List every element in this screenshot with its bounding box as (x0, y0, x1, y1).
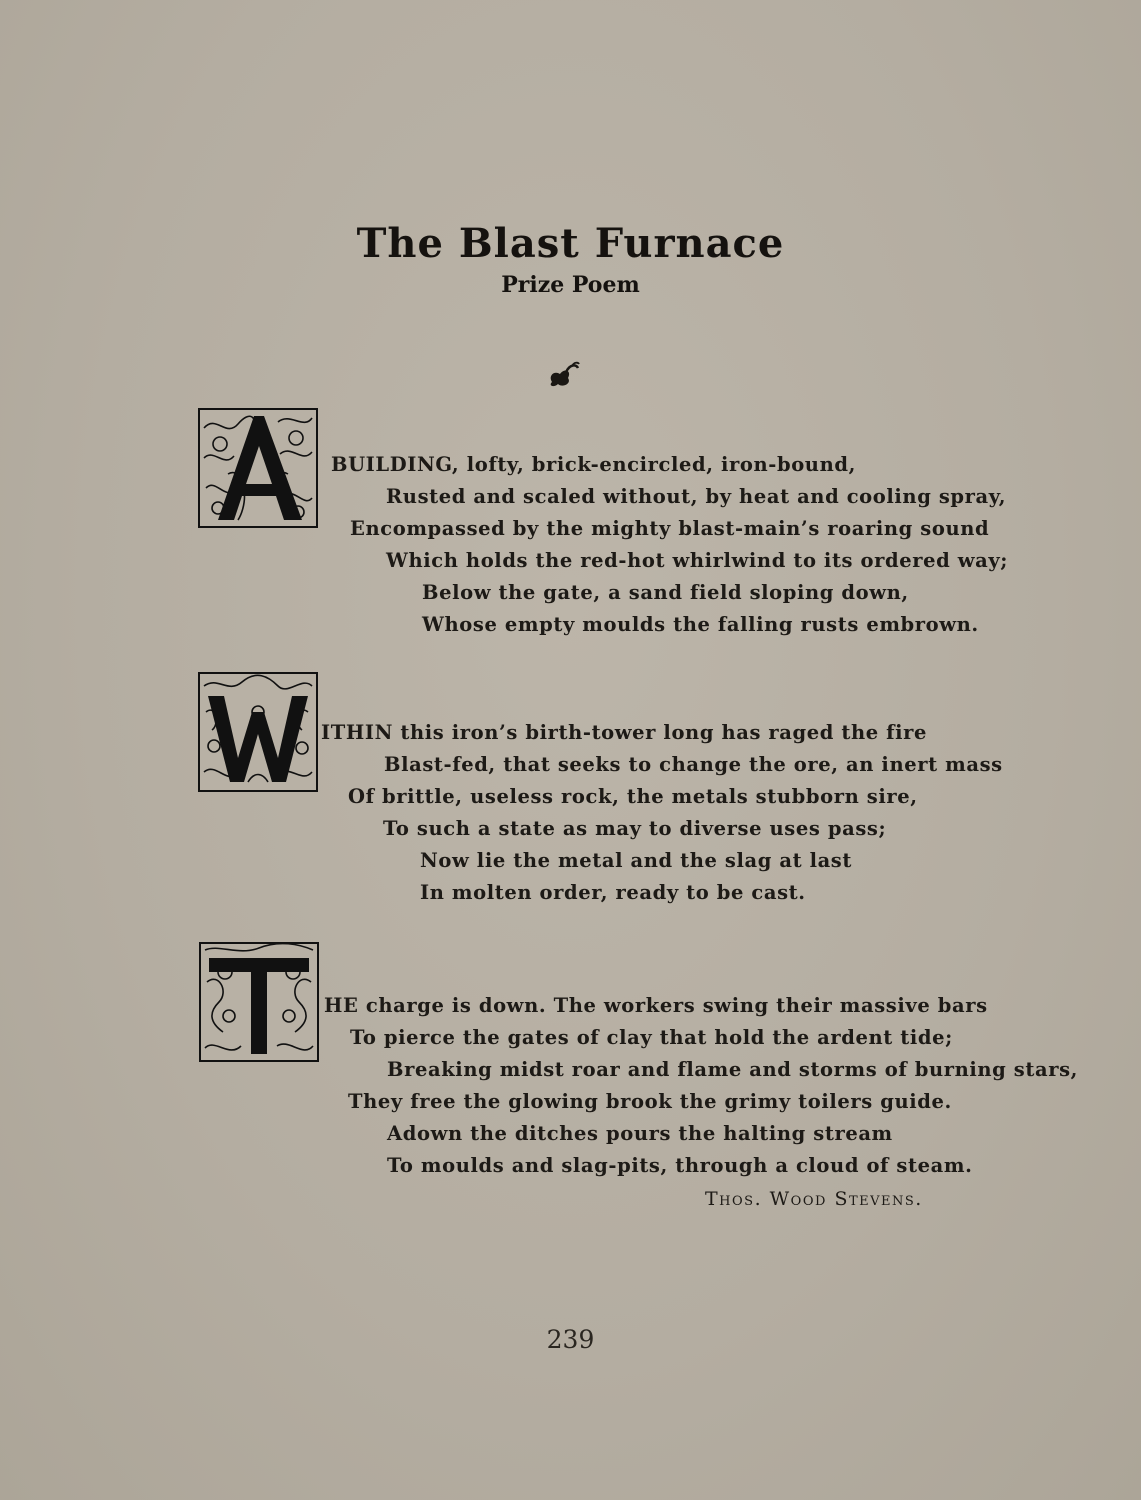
poem-line: Blast-fed, that seeks to change the ore, an inert mass (384, 753, 1003, 776)
poem-line: To pierce the gates of clay that hold the ardent tide; (350, 1026, 953, 1049)
poem-line: In molten order, ready to be cast. (420, 881, 806, 904)
poem-line: To moulds and slag-pits, through a cloud of steam. (387, 1154, 973, 1177)
poem-line: Which holds the red-hot whirlwind to its ordered way; (386, 549, 1009, 572)
poem-line: ITHIN this iron’s birth-tower long has raged the fire (321, 721, 928, 744)
drop-cap-t-icon (199, 942, 319, 1062)
poem-line: Of brittle, useless rock, the metals stubborn sire, (348, 785, 918, 808)
poem-line: Adown the ditches pours the halting stream (387, 1122, 893, 1145)
drop-cap-a-icon (198, 408, 318, 528)
poem-subtitle: Prize Poem (501, 272, 640, 298)
drop-cap-w-icon (198, 672, 318, 792)
poem-line: Now lie the metal and the slag at last (420, 849, 852, 872)
poem-line: Below the gate, a sand field sloping down, (422, 581, 909, 604)
poem-line: Encompassed by the mighty blast-main’s roaring sound (350, 517, 990, 540)
poem-line: HE charge is down. The workers swing their massive bars (324, 994, 988, 1017)
poem-line: Whose empty moulds the falling rusts embrown. (422, 613, 979, 636)
poem-line: BUILDING, lofty, brick-encircled, iron-bound, (331, 453, 856, 476)
poem-title: The Blast Furnace (356, 220, 785, 267)
poem-line: Breaking midst roar and flame and storms of burning stars, (387, 1058, 1079, 1081)
page-number: 239 (546, 1325, 595, 1354)
fleuron-icon (546, 360, 580, 390)
poem-line: They free the glowing brook the grimy toilers guide. (348, 1090, 952, 1113)
poem-line: To such a state as may to diverse uses pass; (383, 817, 887, 840)
poem-line: Rusted and scaled without, by heat and cooling spray, (386, 485, 1007, 508)
author-signature: Thos. Wood Stevens. (705, 1188, 923, 1210)
